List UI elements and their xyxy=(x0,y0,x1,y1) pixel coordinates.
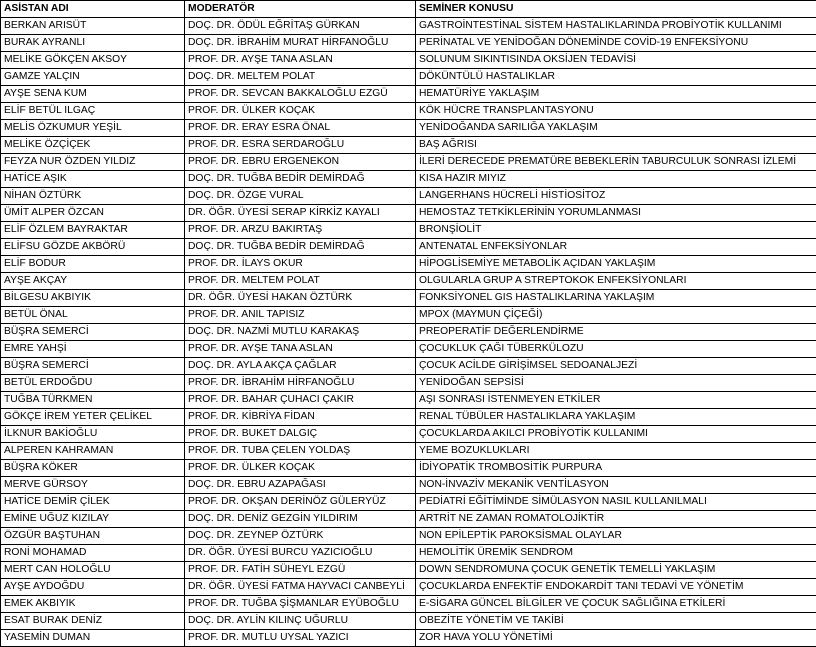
assistant-name-cell: EMİNE UĞUZ KIZILAY xyxy=(1,511,185,528)
moderator-cell: PROF. DR. İLAYS OKUR xyxy=(185,256,416,273)
moderator-cell: PROF. DR. BAHAR ÇUHACI ÇAKIR xyxy=(185,392,416,409)
table-row xyxy=(1,52,816,69)
assistant-name-cell: ÜMİT ALPER ÖZCAN xyxy=(1,205,185,222)
assistant-name-cell: ALPEREN KAHRAMAN xyxy=(1,443,185,460)
header-row xyxy=(1,1,816,18)
assistant-name-cell: ELİFSU GÖZDE AKBÖRÜ xyxy=(1,239,185,256)
assistant-name-cell: GÖKÇE İREM YETER ÇELİKEL xyxy=(1,409,185,426)
assistant-name-cell: AYŞE AKÇAY xyxy=(1,273,185,290)
table-row xyxy=(1,443,816,460)
seminar-topic-cell: E-SİGARA GÜNCEL BİLGİLER VE ÇOCUK SAĞLIĞINA ETKİLERİ xyxy=(416,596,816,613)
seminar-topic-cell: NON EPİLEPTİK PAROKSİSMAL OLAYLAR xyxy=(416,528,816,545)
assistant-name-cell: BETÜL ERDOĞDU xyxy=(1,375,185,392)
moderator-cell: DR. ÖĞR. ÜYESİ BURCU YAZICIOĞLU xyxy=(185,545,416,562)
table-row xyxy=(1,460,816,477)
seminar-topic-cell: PEDİATRİ EĞİTİMİNDE SİMÜLASYON NASIL KULLANILMALI xyxy=(416,494,816,511)
seminar-topic-cell: OLGULARLA GRUP A STREPTOKOK ENFEKSİYONLARI xyxy=(416,273,816,290)
seminar-topic-cell: ÇOCUKLARDA AKILCI PROBİYOTİK KULLANIMI xyxy=(416,426,816,443)
assistant-name-cell: MERT CAN HOLOĞLU xyxy=(1,562,185,579)
moderator-cell: DOÇ. DR. ÖDÜL EĞRİTAŞ GÜRKAN xyxy=(185,18,416,35)
assistant-name-cell: HATİCE AŞIK xyxy=(1,171,185,188)
moderator-cell: PROF. DR. ÜLKER KOÇAK xyxy=(185,103,416,120)
seminar-topic-cell: ÇOCUK ACİLDE GİRİŞİMSEL SEDOANALJEZİ xyxy=(416,358,816,375)
seminar-topic-cell: KÖK HÜCRE TRANSPLANTASYONU xyxy=(416,103,816,120)
table-row xyxy=(1,171,816,188)
assistant-name-cell: NİHAN ÖZTÜRK xyxy=(1,188,185,205)
assistant-name-cell: ELİF BODUR xyxy=(1,256,185,273)
moderator-cell: PROF. DR. FATİH SÜHEYL EZGÜ xyxy=(185,562,416,579)
table-row xyxy=(1,545,816,562)
seminar-topic-cell: YEME BOZUKLUKLARI xyxy=(416,443,816,460)
seminar-topic-cell: MPOX (MAYMUN ÇİÇEĞİ) xyxy=(416,307,816,324)
table-body xyxy=(1,18,816,647)
header-seminar-topic: SEMİNER KONUSU xyxy=(416,1,816,18)
table-row xyxy=(1,154,816,171)
assistant-name-cell: MELİKE ÖZÇİÇEK xyxy=(1,137,185,154)
header-assistant-name: ASİSTAN ADI xyxy=(1,1,185,18)
table-row xyxy=(1,18,816,35)
moderator-cell: DOÇ. DR. İBRAHİM MURAT HİRFANOĞLU xyxy=(185,35,416,52)
moderator-cell: DOÇ. DR. DENİZ GEZGİN YILDIRIM xyxy=(185,511,416,528)
assistant-name-cell: TUĞBA TÜRKMEN xyxy=(1,392,185,409)
table-row xyxy=(1,375,816,392)
seminar-topic-cell: NON-İNVAZİV MEKANİK VENTİLASYON xyxy=(416,477,816,494)
seminar-topic-cell: HEMATÜRİYE YAKLAŞIM xyxy=(416,86,816,103)
table-row xyxy=(1,409,816,426)
seminar-topic-cell: İDİYOPATİK TROMBOSİTİK PURPURA xyxy=(416,460,816,477)
seminar-topic-cell: HEMOLİTİK ÜREMİK SENDROM xyxy=(416,545,816,562)
table-row xyxy=(1,596,816,613)
table-row xyxy=(1,35,816,52)
seminar-topic-cell: PERİNATAL VE YENİDOĞAN DÖNEMİNDE COVİD-19 ENFEKSİYONU xyxy=(416,35,816,52)
seminar-topic-cell: LANGERHANS HÜCRELİ HİSTİOSİTOZ xyxy=(416,188,816,205)
assistant-name-cell: FEYZA NUR ÖZDEN YILDIZ xyxy=(1,154,185,171)
assistant-name-cell: AYŞE SENA KUM xyxy=(1,86,185,103)
table-row xyxy=(1,528,816,545)
seminar-topic-cell: SOLUNUM SIKINTISINDA OKSİJEN TEDAVİSİ xyxy=(416,52,816,69)
assistant-name-cell: BURAK AYRANLI xyxy=(1,35,185,52)
moderator-cell: PROF. DR. ARZU BAKIRTAŞ xyxy=(185,222,416,239)
moderator-cell: PROF. DR. OKŞAN DERİNÖZ GÜLERYÜZ xyxy=(185,494,416,511)
seminar-topic-cell: AŞI SONRASI İSTENMEYEN ETKİLER xyxy=(416,392,816,409)
moderator-cell: DOÇ. DR. MELTEM POLAT xyxy=(185,69,416,86)
seminar-topic-cell: ANTENATAL ENFEKSİYONLAR xyxy=(416,239,816,256)
seminar-topic-cell: KISA HAZIR MIYIZ xyxy=(416,171,816,188)
assistant-name-cell: MERVE GÜRSOY xyxy=(1,477,185,494)
table-row xyxy=(1,256,816,273)
moderator-cell: DR. ÖĞR. ÜYESİ SERAP KİRKİZ KAYALI xyxy=(185,205,416,222)
moderator-cell: DR. ÖĞR. ÜYESİ FATMA HAYVACI CANBEYLİ xyxy=(185,579,416,596)
table-row xyxy=(1,290,816,307)
assistant-name-cell: BERKAN ARISÜT xyxy=(1,18,185,35)
assistant-name-cell: HATİCE DEMİR ÇİLEK xyxy=(1,494,185,511)
assistant-name-cell: BÜŞRA SEMERCİ xyxy=(1,358,185,375)
seminar-topic-cell: İLERİ DERECEDE PREMATÜRE BEBEKLERİN TABURCULUK SONRASI İZLEMİ xyxy=(416,154,816,171)
seminar-topic-cell: DÖKÜNTÜLÜ HASTALIKLAR xyxy=(416,69,816,86)
assistant-name-cell: BETÜL ÖNAL xyxy=(1,307,185,324)
moderator-cell: DOÇ. DR. EBRU AZAPAĞASI xyxy=(185,477,416,494)
seminar-topic-cell: ARTRİT NE ZAMAN ROMATOLOJİKTİR xyxy=(416,511,816,528)
moderator-cell: PROF. DR. SEVCAN BAKKALOĞLU EZGÜ xyxy=(185,86,416,103)
seminar-topic-cell: RENAL TÜBÜLER HASTALIKLARA YAKLAŞIM xyxy=(416,409,816,426)
moderator-cell: PROF. DR. TUĞBA ŞİŞMANLAR EYÜBOĞLU xyxy=(185,596,416,613)
moderator-cell: PROF. DR. ERAY ESRA ÖNAL xyxy=(185,120,416,137)
assistant-name-cell: GAMZE YALÇIN xyxy=(1,69,185,86)
table-row xyxy=(1,613,816,630)
assistant-name-cell: BİLGESU AKBIYIK xyxy=(1,290,185,307)
table-row xyxy=(1,239,816,256)
seminar-topic-cell: BAŞ AĞRISI xyxy=(416,137,816,154)
seminar-topic-cell: HİPOGLİSEMİYE METABOLİK AÇIDAN YAKLAŞIM xyxy=(416,256,816,273)
moderator-cell: PROF. DR. ANIL TAPISIZ xyxy=(185,307,416,324)
assistant-name-cell: MELİS ÖZKUMUR YEŞİL xyxy=(1,120,185,137)
moderator-cell: PROF. DR. AYŞE TANA ASLAN xyxy=(185,341,416,358)
seminar-topic-cell: OBEZİTE YÖNETİM VE TAKİBİ xyxy=(416,613,816,630)
moderator-cell: DOÇ. DR. TUĞBA BEDİR DEMİRDAĞ xyxy=(185,239,416,256)
table-row xyxy=(1,494,816,511)
seminar-topic-cell: BRONŞİOLİT xyxy=(416,222,816,239)
seminar-topic-cell: PREOPERATİF DEĞERLENDİRME xyxy=(416,324,816,341)
moderator-cell: DR. ÖĞR. ÜYESİ HAKAN ÖZTÜRK xyxy=(185,290,416,307)
seminar-topic-cell: ÇOCUKLARDA ENFEKTİF ENDOKARDİT TANI TEDAVİ VE YÖNETİM xyxy=(416,579,816,596)
moderator-cell: DOÇ. DR. NAZMİ MUTLU KARAKAŞ xyxy=(185,324,416,341)
table-row xyxy=(1,86,816,103)
table-row xyxy=(1,358,816,375)
seminar-topic-cell: ÇOCUKLUK ÇAĞI TÜBERKÜLOZU xyxy=(416,341,816,358)
table-row xyxy=(1,426,816,443)
assistant-name-cell: İLKNUR BAKİOĞLU xyxy=(1,426,185,443)
assistant-name-cell: YASEMİN DUMAN xyxy=(1,630,185,647)
assistant-name-cell: EMRE YAHŞİ xyxy=(1,341,185,358)
moderator-cell: PROF. DR. EBRU ERGENEKON xyxy=(185,154,416,171)
moderator-cell: DOÇ. DR. AYLİN KILINÇ UĞURLU xyxy=(185,613,416,630)
table-row xyxy=(1,120,816,137)
assistant-name-cell: ÖZGÜR BAŞTUHAN xyxy=(1,528,185,545)
table-row xyxy=(1,511,816,528)
table-row xyxy=(1,477,816,494)
moderator-cell: PROF. DR. AYŞE TANA ASLAN xyxy=(185,52,416,69)
moderator-cell: PROF. DR. ÜLKER KOÇAK xyxy=(185,460,416,477)
table-row xyxy=(1,137,816,154)
moderator-cell: PROF. DR. KİBRİYA FİDAN xyxy=(185,409,416,426)
assistant-name-cell: ELİF BETÜL ILGAÇ xyxy=(1,103,185,120)
moderator-cell: DOÇ. DR. ÖZGE VURAL xyxy=(185,188,416,205)
seminar-topic-cell: ZOR HAVA YOLU YÖNETİMİ xyxy=(416,630,816,647)
seminar-topic-cell: DOWN SENDROMUNA ÇOCUK GENETİK TEMELLİ YAKLAŞIM xyxy=(416,562,816,579)
assistant-name-cell: RONİ MOHAMAD xyxy=(1,545,185,562)
table-row xyxy=(1,205,816,222)
seminar-topic-cell: HEMOSTAZ TETKİKLERİNİN YORUMLANMASI xyxy=(416,205,816,222)
moderator-cell: PROF. DR. MELTEM POLAT xyxy=(185,273,416,290)
table-row xyxy=(1,307,816,324)
seminar-topic-cell: GASTROİNTESTİNAL SİSTEM HASTALIKLARINDA PROBİYOTİK KULLANIMI xyxy=(416,18,816,35)
assistant-name-cell: EMEK AKBIYIK xyxy=(1,596,185,613)
table-row xyxy=(1,579,816,596)
assistant-name-cell: ELİF ÖZLEM BAYRAKTAR xyxy=(1,222,185,239)
assistant-name-cell: MELİKE GÖKÇEN AKSOY xyxy=(1,52,185,69)
assistant-name-cell: BÜŞRA KÖKER xyxy=(1,460,185,477)
assistant-name-cell: ESAT BURAK DENİZ xyxy=(1,613,185,630)
table-row xyxy=(1,222,816,239)
table-row xyxy=(1,69,816,86)
moderator-cell: DOÇ. DR. TUĞBA BEDİR DEMİRDAĞ xyxy=(185,171,416,188)
seminar-topic-cell: YENİDOĞANDA SARILIĞA YAKLAŞIM xyxy=(416,120,816,137)
table-row xyxy=(1,630,816,647)
table-row xyxy=(1,188,816,205)
seminar-topic-cell: FONKSİYONEL GIS HASTALIKLARINA YAKLAŞIM xyxy=(416,290,816,307)
moderator-cell: PROF. DR. BUKET DALGIÇ xyxy=(185,426,416,443)
table-row xyxy=(1,341,816,358)
moderator-cell: DOÇ. DR. ZEYNEP ÖZTÜRK xyxy=(185,528,416,545)
assistant-name-cell: BÜŞRA SEMERCİ xyxy=(1,324,185,341)
moderator-cell: PROF. DR. MUTLU UYSAL YAZICI xyxy=(185,630,416,647)
moderator-cell: PROF. DR. İBRAHİM HİRFANOĞLU xyxy=(185,375,416,392)
seminar-topic-cell: YENİDOĞAN SEPSİSİ xyxy=(416,375,816,392)
table-row xyxy=(1,324,816,341)
table-row xyxy=(1,392,816,409)
moderator-cell: PROF. DR. TUBA ÇELEN YOLDAŞ xyxy=(185,443,416,460)
moderator-cell: DOÇ. DR. AYLA AKÇA ÇAĞLAR xyxy=(185,358,416,375)
table-row xyxy=(1,273,816,290)
table-row xyxy=(1,562,816,579)
assistant-name-cell: AYŞE AYDOĞDU xyxy=(1,579,185,596)
table-row xyxy=(1,103,816,120)
header-moderator: MODERATÖR xyxy=(185,1,416,18)
moderator-cell: PROF. DR. ESRA SERDAROĞLU xyxy=(185,137,416,154)
